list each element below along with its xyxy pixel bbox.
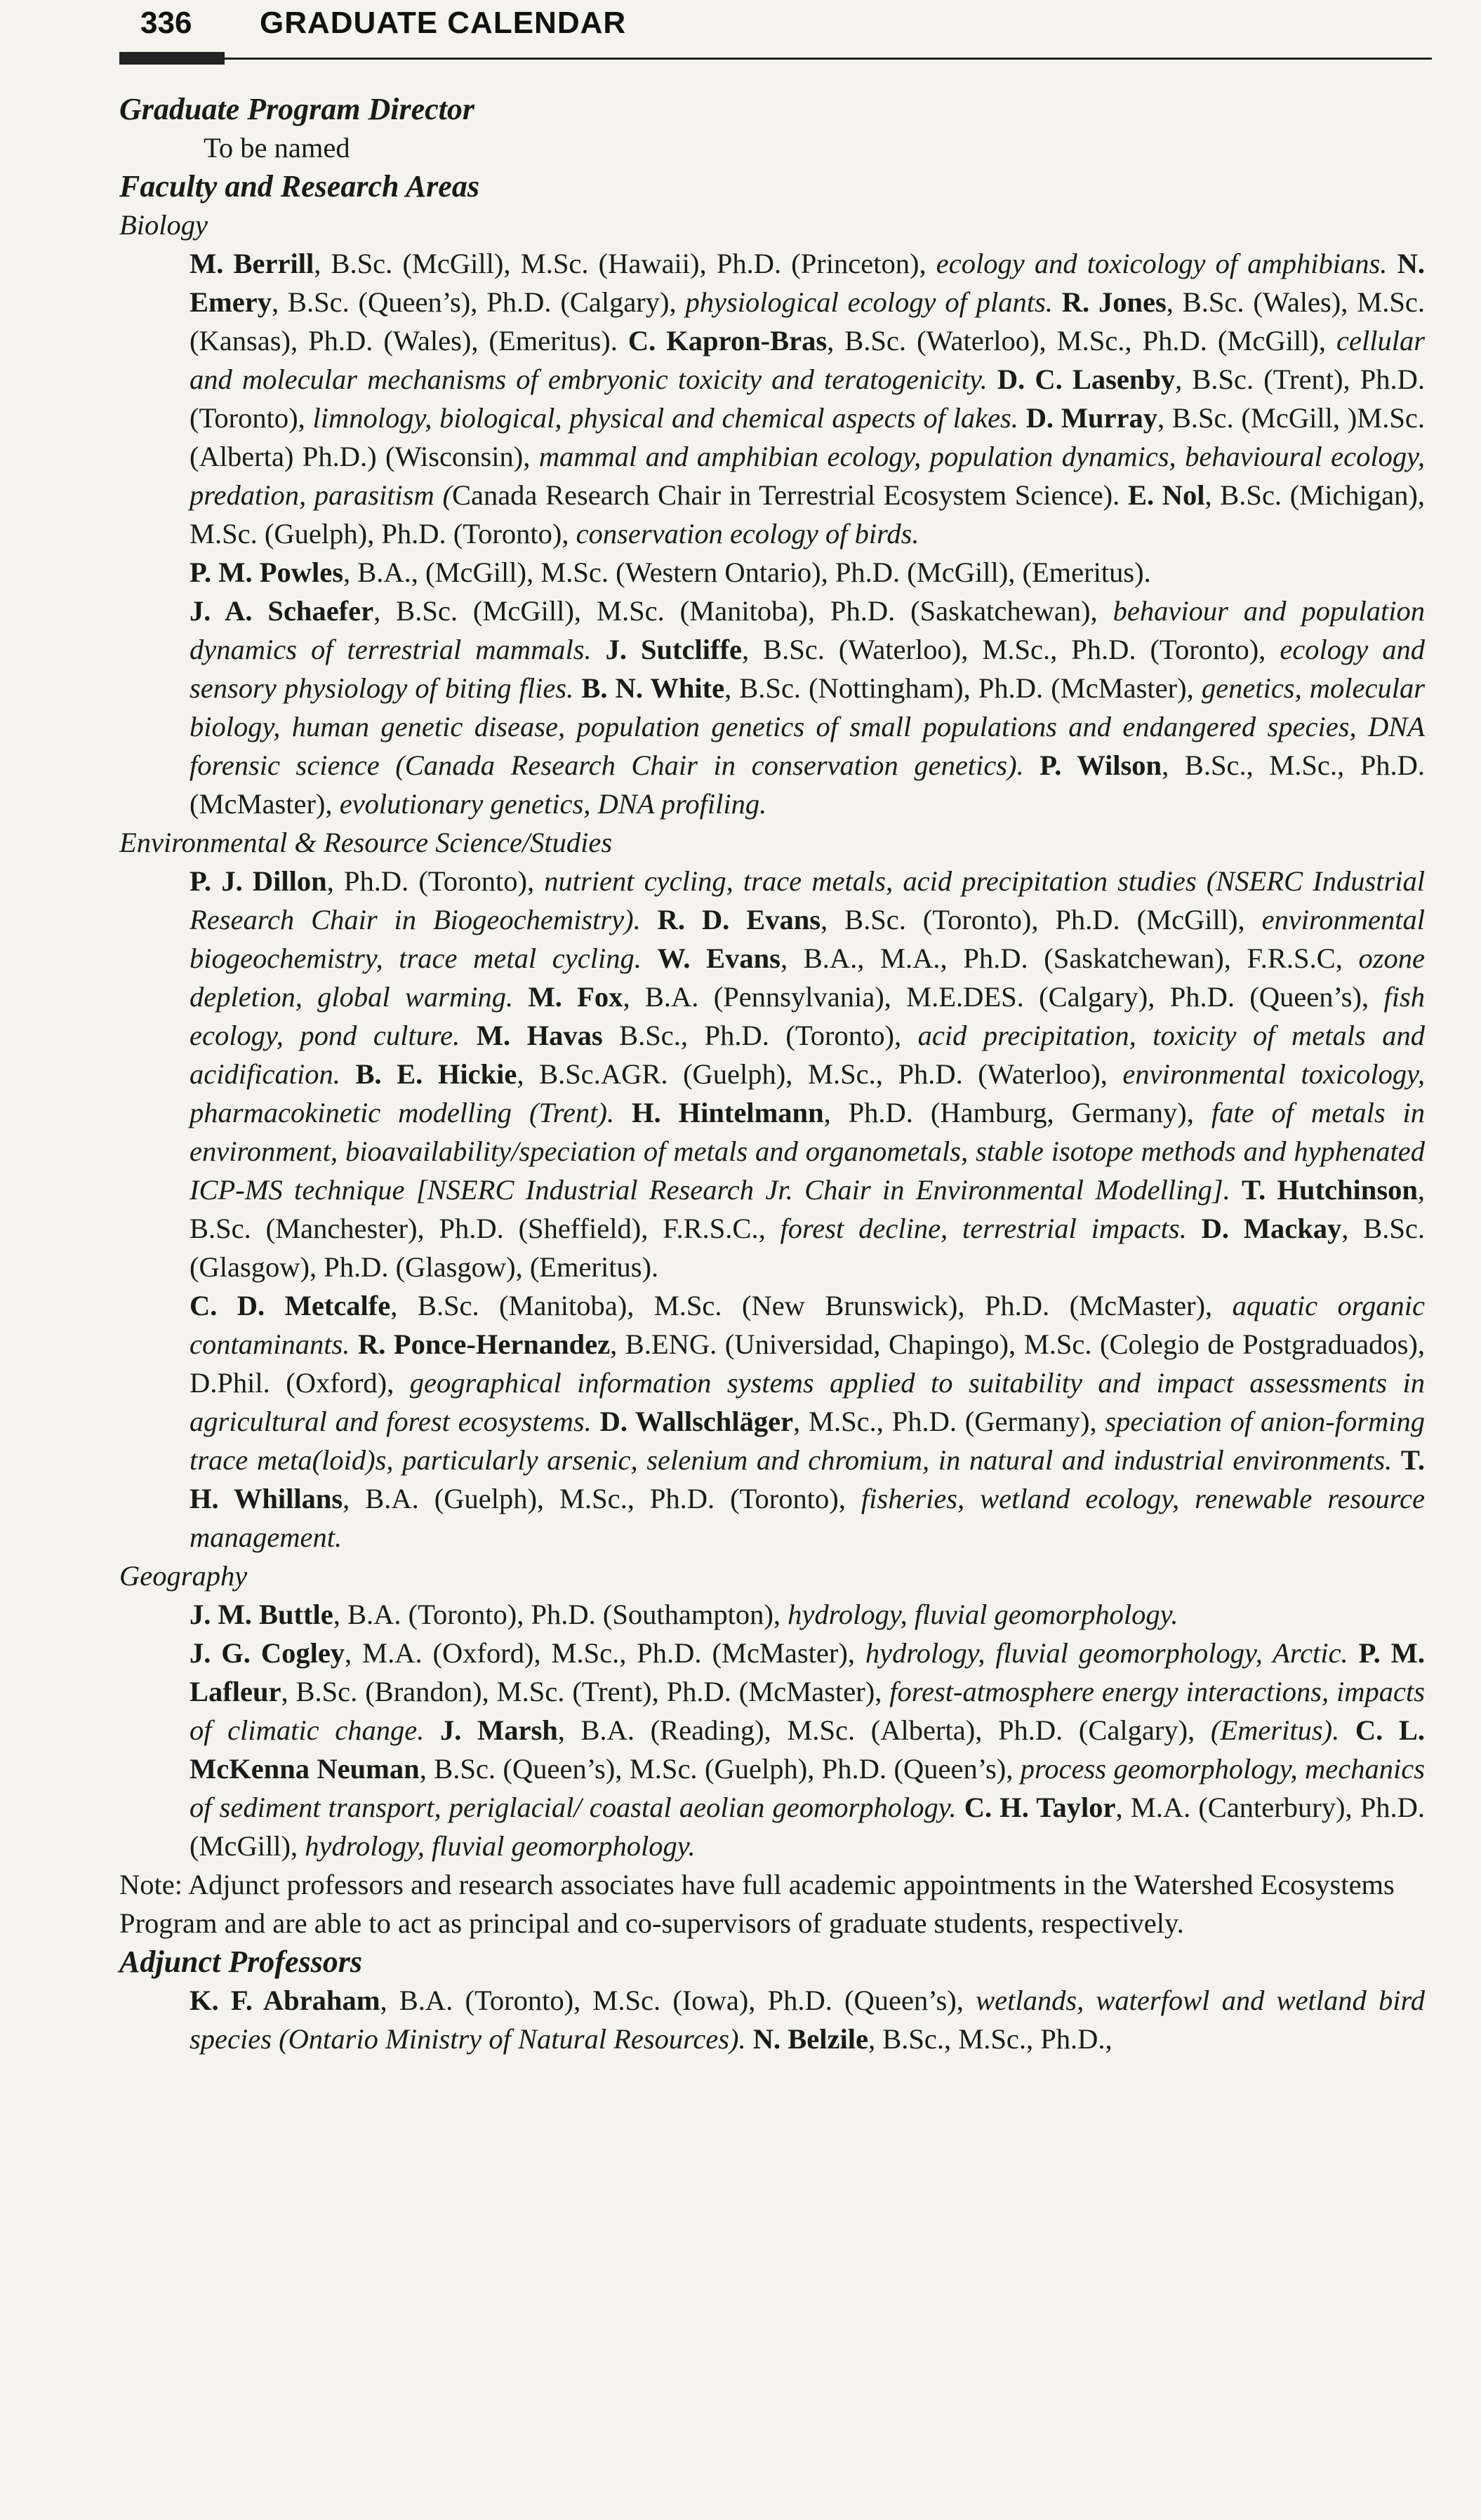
research-area: ecology and toxicology of amphibians.	[936, 248, 1388, 279]
faculty-credentials: , B.Sc. (McGill, )M.Sc. (Alberta) Ph.D.) (Wisconsin),	[190, 402, 1425, 472]
faculty-credentials: , B.Sc. (Wales), M.Sc. (Kansas), Ph.D. (Wales), (Emeritus).	[190, 286, 1426, 356]
research-area: wetlands, waterfowl and wetland bird species (Ontario Ministry of Natural Resources).	[190, 1985, 1425, 2055]
faculty-entry-paragraph	[119, 1981, 1425, 2058]
research-area: ecology and sensory physiology of biting flies.	[190, 634, 1425, 704]
faculty-entry-paragraph	[119, 553, 1425, 592]
faculty-credentials: , B.Sc. (Waterloo), M.Sc., Ph.D. (McGill),	[827, 325, 1337, 356]
faculty-name: R. Ponce-Hernandez	[357, 1328, 611, 1360]
faculty-credentials: , B.Sc. (McGill), M.Sc. (Hawaii), Ph.D. (Princeton),	[314, 248, 936, 279]
research-area: environmental biogeochemistry, trace metal cycling.	[190, 904, 1426, 974]
header-rule-accent	[119, 52, 225, 65]
faculty-name: D. Mackay	[1201, 1213, 1342, 1244]
faculty-entry-paragraph	[119, 1286, 1425, 1556]
research-area: fisheries, wetland ecology, renewable resource management.	[190, 1483, 1425, 1553]
faculty-name: C. H. Taylor	[964, 1792, 1116, 1823]
faculty-name: B. E. Hickie	[355, 1058, 517, 1090]
faculty-credentials: , B.ENG. (Universidad, Chapingo), M.Sc. (Colegio de Postgraduados), D.Phil. (Oxford),	[190, 1328, 1425, 1399]
faculty-credentials: , B.A. (Reading), M.Sc. (Alberta), Ph.D. (Calgary),	[557, 1714, 1211, 1746]
faculty-credentials: , B.A. (Guelph), M.Sc., Ph.D. (Toronto),	[343, 1483, 861, 1514]
running-title: GRADUATE CALENDAR	[260, 6, 627, 40]
faculty-entry-paragraph	[119, 244, 1425, 553]
faculty-credentials: , B.Sc. (Glasgow), Ph.D. (Glasgow), (Emeritus).	[190, 1213, 1426, 1283]
faculty-credentials: , Ph.D. (Hamburg, Germany),	[823, 1097, 1211, 1128]
research-area: acid precipitation, toxicity of metals and acidification.	[190, 1020, 1425, 1090]
faculty-credentials: , B.A. (Toronto), Ph.D. (Southampton),	[333, 1599, 788, 1630]
faculty-name: H. Hintelmann	[632, 1097, 824, 1128]
faculty-credentials: , M.A. (Oxford), M.Sc., Ph.D. (McMaster),	[345, 1637, 865, 1669]
faculty-heading: Faculty and Research Areas	[119, 169, 479, 204]
research-area: limnology, biological, physical and chemical aspects of lakes.	[312, 402, 1018, 434]
faculty-credentials: , Ph.D. (Toronto),	[326, 865, 545, 897]
section-title: Biology	[119, 209, 208, 241]
research-area: aquatic organic contaminants.	[190, 1290, 1425, 1360]
faculty-name: P. M. Powles	[190, 556, 343, 588]
faculty-credentials: , B.A., M.A., Ph.D. (Saskatchewan), F.R.S.C,	[780, 942, 1359, 974]
faculty-credentials: , B.Sc., M.Sc., Ph.D.(McMaster),	[190, 749, 1426, 820]
research-area: environmental toxicology, pharmacokinetic modelling (Trent).	[190, 1058, 1426, 1128]
faculty-credentials: , B.Sc. (Trent), Ph.D. (Toronto),	[190, 364, 1426, 434]
director-heading: Graduate Program Director	[119, 92, 474, 126]
faculty-name: D. Murray	[1025, 402, 1158, 434]
faculty-entry-paragraph	[119, 862, 1425, 1286]
faculty-name: T. H. Whillans	[190, 1444, 1425, 1514]
faculty-name: C. D. Metcalfe	[190, 1290, 391, 1321]
faculty-name: R. Jones	[1061, 286, 1167, 318]
faculty-name: R. D. Evans	[657, 904, 821, 935]
faculty-credentials: , B.A. (Toronto), M.Sc. (Iowa), Ph.D. (Queen’s),	[380, 1985, 976, 2016]
faculty-name: B. N. White	[581, 672, 725, 704]
research-area: fate of metals in environment, bioavailability/speciation of metals and organometals, stable isotope methods and hyphenated ICP-MS technique [NSERC Industrial Research Jr. Chair in Environmental Modelling].	[190, 1097, 1426, 1206]
research-area: evolutionary genetics, DNA profiling.	[339, 788, 767, 820]
research-area: hydrology, fluvial geomorphology.	[305, 1830, 696, 1862]
research-area: physiological ecology of plants.	[685, 286, 1053, 318]
research-area: genetics, molecular biology, human genetic disease, population genetics of small populations and endangered species, DNA forensic science (Canada Research Chair in conservation genetics).	[190, 672, 1425, 781]
faculty-credentials: , B.Sc. (Michigan), M.Sc. (Guelph), Ph.D. (Toronto),	[190, 479, 1426, 549]
research-area: mammal and amphibian ecology, population dynamics, behavioural ecology, predation, parasitism (	[190, 441, 1425, 511]
faculty-credentials: B.Sc., Ph.D. (Toronto),	[602, 1020, 918, 1051]
faculty-credentials: , B.A. (Pennsylvania), M.E.DES. (Calgary), Ph.D. (Queen’s),	[623, 981, 1384, 1013]
research-area: nutrient cycling, trace metals, acid precipitation studies (NSERC Industrial Research Chair in Biogeochemistry).	[190, 865, 1425, 935]
faculty-credentials: , B.Sc., M.Sc., Ph.D.,	[868, 2023, 1113, 2055]
faculty-credentials: , B.Sc. (Manchester), Ph.D. (Sheffield), F.R.S.C.,	[190, 1174, 1425, 1244]
faculty-name: M. Havas	[476, 1020, 603, 1051]
faculty-credentials: , M.Sc., Ph.D. (Germany),	[793, 1406, 1105, 1437]
faculty-name: T. Hutchinson	[1242, 1174, 1418, 1206]
faculty-name: J. G. Cogley	[190, 1637, 345, 1669]
faculty-entry-paragraph	[119, 1634, 1425, 1865]
research-area: geographical information systems applied to suitability and impact assessments in agricultural and forest ecosystems.	[190, 1367, 1425, 1437]
faculty-name: M. Berrill	[190, 248, 314, 279]
faculty-name: P. J. Dillon	[190, 865, 327, 897]
faculty-name: P. M. Lafleur	[190, 1637, 1425, 1707]
research-area: behaviour and population dynamics of terrestrial mammals.	[190, 595, 1425, 665]
research-area: hydrology, fluvial geomorphology.	[788, 1599, 1178, 1630]
faculty-name: J. A. Schaefer	[190, 595, 374, 627]
research-area: forest decline, terrestrial impacts.	[780, 1213, 1187, 1244]
adjunct-entries	[119, 1981, 1425, 2058]
adjunct-heading: Adjunct Professors	[119, 1945, 362, 1979]
faculty-name: J. M. Buttle	[190, 1599, 333, 1630]
faculty-name: M. Fox	[528, 981, 623, 1013]
faculty-credentials: , B.A., (McGill), M.Sc. (Western Ontario), Ph.D. (McGill), (Emeritus).	[343, 556, 1151, 588]
adjunct-note: Note: Adjunct professors and research associates have full academic appointments in the Watershed Ecosystems Program and are able to act as principal and co-supervisors of graduate students, respectively.	[119, 1869, 1395, 1939]
faculty-name: J. Sutcliffe	[605, 634, 742, 665]
faculty-credentials: , B.Sc. (McGill), M.Sc. (Manitoba), Ph.D. (Saskatchewan),	[373, 595, 1113, 627]
faculty-name: W. Evans	[657, 942, 781, 974]
faculty-credentials: , B.Sc. (Brandon), M.Sc. (Trent), Ph.D. (McMaster),	[281, 1676, 890, 1707]
faculty-name: C. Kapron-Bras	[627, 325, 828, 356]
faculty-name: K. F. Abraham	[190, 1985, 380, 2016]
faculty-entry-paragraph	[119, 1595, 1425, 1634]
faculty-credentials: , B.Sc. (Waterloo), M.Sc., Ph.D. (Toronto),	[741, 634, 1280, 665]
faculty-name: P. Wilson	[1040, 749, 1162, 781]
page-number: 336	[140, 6, 192, 40]
faculty-credentials: , B.Sc. (Nottingham), Ph.D. (McMaster),	[724, 672, 1202, 704]
faculty-credentials: , B.Sc.AGR. (Guelph), M.Sc., Ph.D. (Waterloo),	[517, 1058, 1123, 1090]
faculty-name: D. Wallschläger	[599, 1406, 794, 1437]
research-area-note: Canada Research Chair in Terrestrial Ecosystem Science).	[451, 479, 1120, 511]
faculty-credentials: , B.Sc. (Manitoba), M.Sc. (New Brunswick), Ph.D. (McMaster),	[390, 1290, 1233, 1321]
faculty-name: E. Nol	[1127, 479, 1205, 511]
research-area: hydrology, fluvial geomorphology, Arctic.	[865, 1637, 1348, 1669]
research-area: forest-atmosphere energy interactions, impacts of climatic change.	[190, 1676, 1425, 1746]
research-area: speciation of anion-forming trace meta(loid)s, particularly arsenic, selenium and chromium, in natural and industrial environments.	[190, 1406, 1425, 1476]
research-area: ozone depletion, global warming.	[190, 942, 1426, 1013]
page-header	[119, 0, 1432, 60]
research-area: cellular and molecular mechanisms of embryonic toxicity and teratogenicity.	[190, 325, 1425, 395]
section-title: Geography	[119, 1560, 248, 1592]
faculty-name: N. Emery	[190, 248, 1425, 318]
faculty-credentials: , B.Sc. (Toronto), Ph.D. (McGill),	[821, 904, 1262, 935]
faculty-name: J. Marsh	[439, 1714, 558, 1746]
director-name: To be named	[204, 132, 350, 164]
section-title: Environmental & Resource Science/Studies	[119, 827, 613, 858]
faculty-sections	[119, 206, 1425, 1865]
faculty-name: C. L. McKenna Neuman	[190, 1714, 1426, 1785]
research-area: process geomorphology, mechanics of sediment transport, periglacial/ coastal aeolian geomorphology.	[190, 1753, 1425, 1823]
faculty-name: D. C. Lasenby	[997, 364, 1176, 395]
faculty-credentials: , B.Sc. (Queen’s), M.Sc. (Guelph), Ph.D. (Queen’s),	[419, 1753, 1021, 1785]
page-content	[119, 90, 1425, 2058]
research-area: (Emeritus).	[1210, 1714, 1340, 1746]
research-area: conservation ecology of birds.	[576, 518, 919, 549]
faculty-credentials: , B.Sc. (Queen’s), Ph.D. (Calgary),	[271, 286, 686, 318]
faculty-name: N. Belzile	[752, 2023, 868, 2055]
faculty-entry-paragraph	[119, 592, 1425, 823]
research-area: fish ecology, pond culture.	[190, 981, 1426, 1051]
faculty-credentials: , M.A. (Canterbury), Ph.D. (McGill),	[190, 1792, 1425, 1862]
